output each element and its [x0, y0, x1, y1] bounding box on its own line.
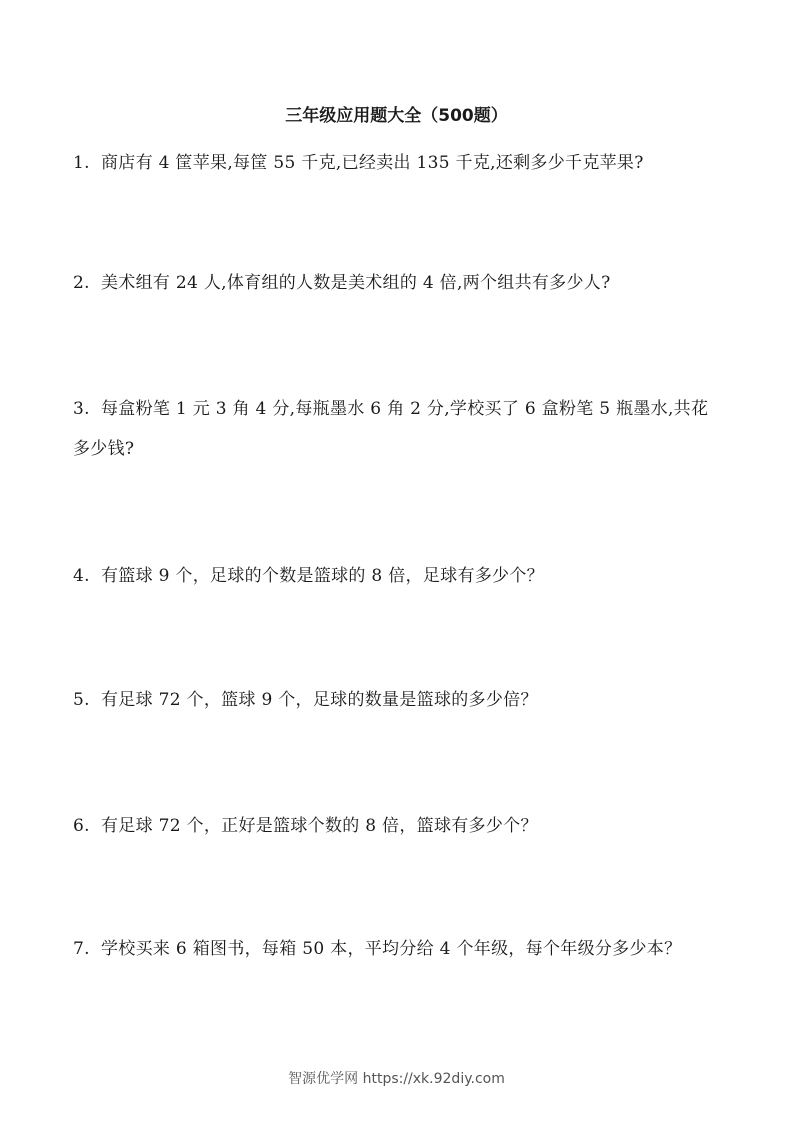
question-1: [73, 143, 723, 183]
question-number: 3.: [73, 399, 90, 419]
question-7: [73, 929, 723, 969]
question-3: [73, 389, 723, 469]
question-5: [73, 680, 723, 720]
page-title: 三年级应用题大全（500题）: [285, 106, 508, 126]
question-number: 4.: [73, 566, 90, 586]
footer-watermark: 智源优学网 https://xk.92diy.com: [288, 1071, 505, 1087]
question-number: 5.: [73, 690, 90, 710]
question-text: 商店有 4 筐苹果,每筐 55 千克,已经卖出 135 千克,还剩多少千克苹果?: [101, 153, 644, 173]
question-text: 有篮球 9 个，足球的个数是篮球的 8 倍，足球有多少个？: [101, 566, 544, 586]
question-6: [73, 806, 723, 846]
question-text: 学校买来 6 箱图书，每箱 50 本，平均分给 4 个年级，每个年级分多少本？: [101, 939, 682, 959]
question-text: 每盒粉笔 1 元 3 角 4 分,每瓶墨水 6 角 2 分,学校买了 6 盒粉笔 5 瓶墨水,共花多少钱?: [73, 399, 709, 459]
question-4: [73, 556, 723, 596]
question-2: [73, 263, 723, 303]
question-number: 2.: [73, 273, 90, 293]
question-number: 1.: [73, 153, 90, 173]
question-text: 有足球 72 个，正好是篮球个数的 8 倍，篮球有多少个？: [101, 816, 538, 836]
question-number: 7.: [73, 939, 90, 959]
question-text: 美术组有 24 人,体育组的人数是美术组的 4 倍,两个组共有多少人?: [101, 273, 611, 293]
question-text: 有足球 72 个，篮球 9 个，足球的数量是篮球的多少倍？: [101, 690, 538, 710]
question-number: 6.: [73, 816, 90, 836]
